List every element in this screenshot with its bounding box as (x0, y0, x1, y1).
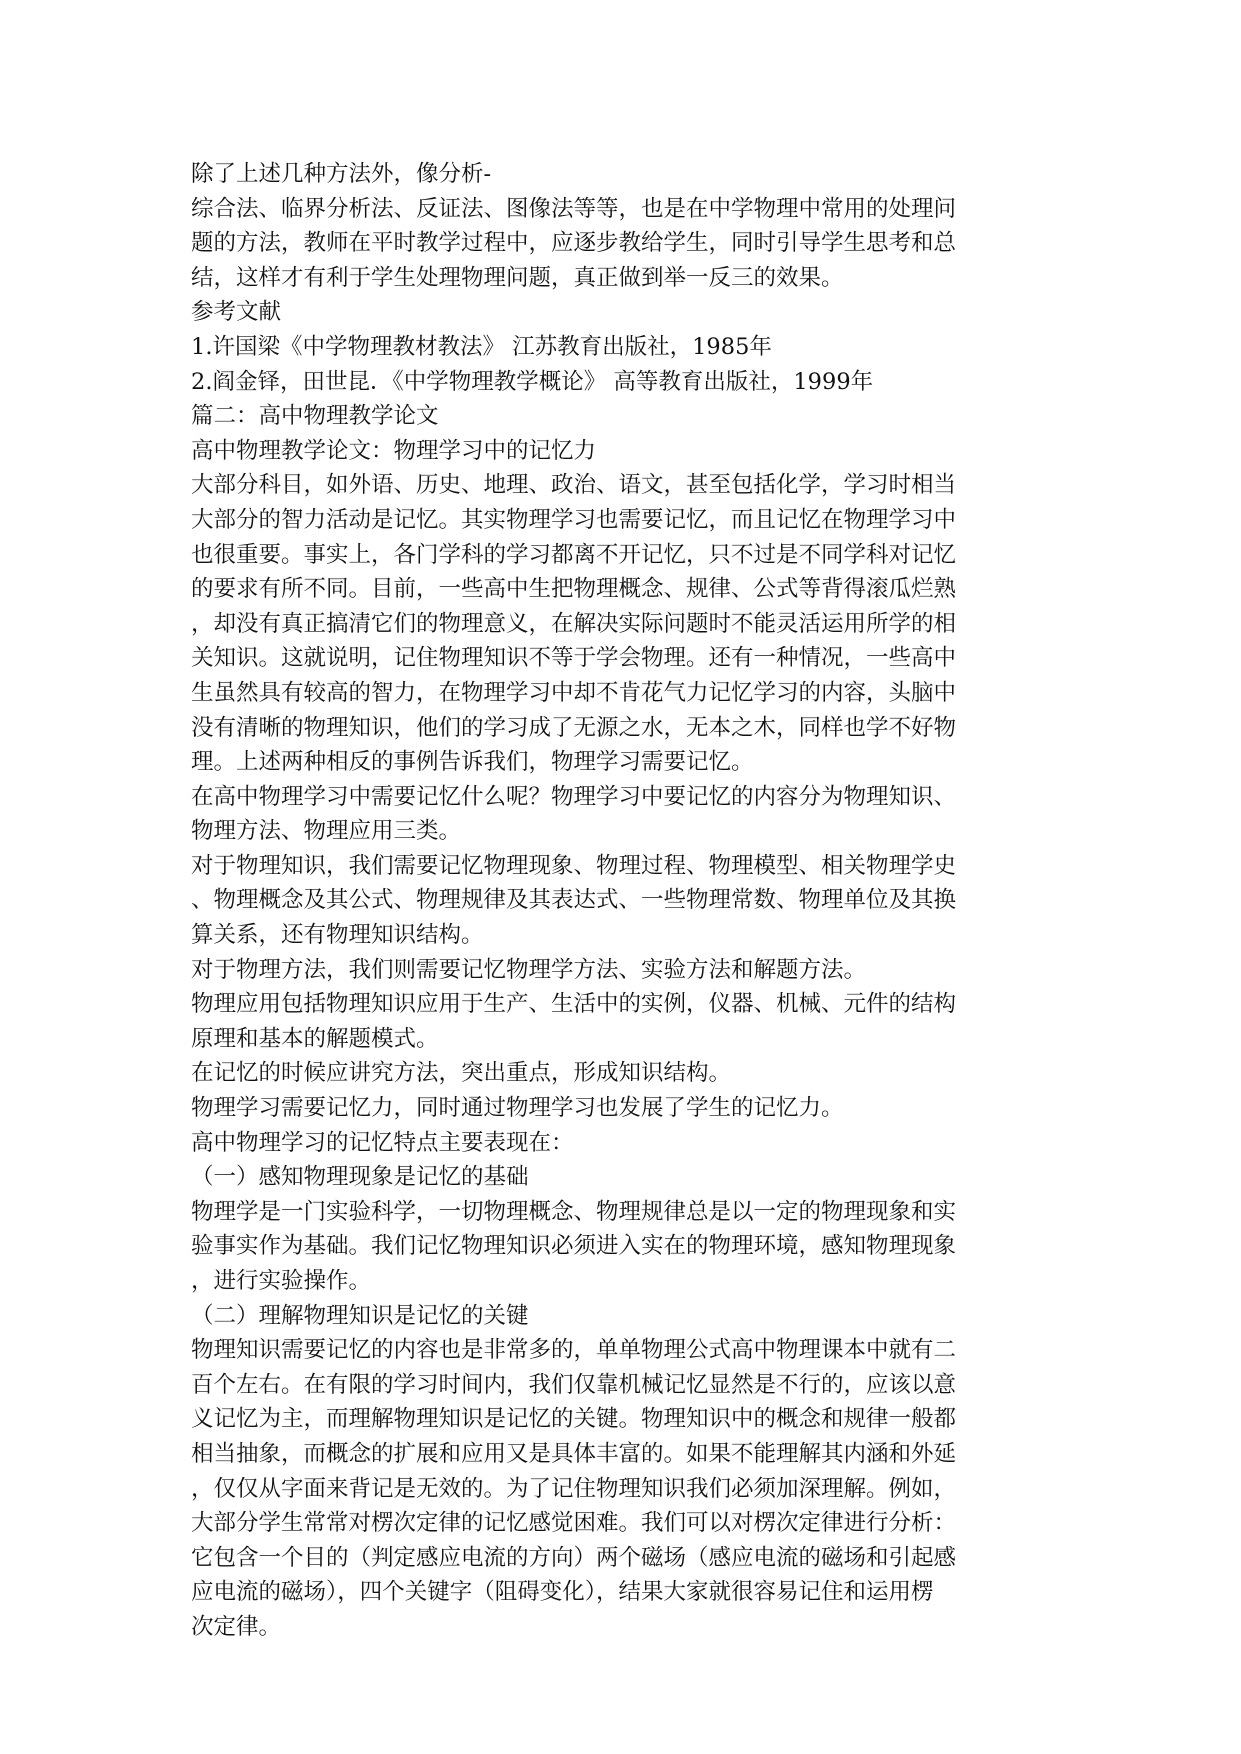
article-title: 高中物理教学论文：物理学习中的记忆力 (191, 437, 597, 464)
text-line: 大部分科目，如外语、历史、地理、政治、语文，甚至包括化学，学习时相当 (191, 472, 957, 499)
section-heading: 篇二：高中物理教学论文 (191, 403, 439, 430)
text-line: 大部分学生常常对楞次定律的记忆感觉困难。我们可以对楞次定律进行分析： (191, 1510, 957, 1537)
reference-item: 2.阎金铎，田世昆．《中学物理教学概论》 高等教育出版社，1999年 (191, 368, 874, 395)
subsection-heading: （一）感知物理现象是记忆的基础 (191, 1164, 529, 1191)
text-line: ，却没有真正搞清它们的物理意义，在解决实际问题时不能灵活运用所学的相 (191, 610, 957, 637)
text-line: 对于物理方法，我们则需要记忆物理学方法、实验方法和解题方法。 (191, 956, 867, 983)
text-line: 除了上述几种方法外，像分析- (191, 161, 492, 187)
text-line: 结，这样才有利于学生处理物理问题，真正做到举一反三的效果。 (191, 264, 844, 291)
subsection-heading: （二）理解物理知识是记忆的关键 (191, 1302, 529, 1329)
text-line: 百个左右。在有限的学习时间内，我们仅靠机械记忆显然是不行的，应该以意 (191, 1371, 957, 1398)
text-line: 理。上述两种相反的事例告诉我们，物理学习需要记忆。 (191, 749, 754, 776)
text-line: 相当抽象，而概念的扩展和应用又是具体丰富的。如果不能理解其内涵和外延 (191, 1440, 957, 1467)
text-line: 算关系，还有物理知识结构。 (191, 922, 484, 949)
text-line: 的要求有所不同。目前，一些高中生把物理概念、规律、公式等背得滚瓜烂熟 (191, 576, 957, 603)
text-line: 生虽然具有较高的智力，在物理学习中却不肯花气力记忆学习的内容，头脑中 (191, 679, 957, 706)
text-line: 次定律。 (191, 1613, 282, 1640)
text-line: 、物理概念及其公式、物理规律及其表达式、一些物理常数、物理单位及其换 (191, 887, 957, 914)
text-line: ，进行实验操作。 (191, 1268, 372, 1294)
text-line: 物理学习需要记忆力，同时通过物理学习也发展了学生的记忆力。 (191, 1095, 844, 1122)
text-line: 高中物理学习的记忆特点主要表现在： (191, 1129, 574, 1156)
text-line: 物理学是一门实验科学，一切物理概念、物理规律总是以一定的物理现象和实 (191, 1198, 957, 1225)
text-line: 在高中物理学习中需要记忆什么呢？物理学习中要记忆的内容分为物理知识、 (191, 783, 957, 810)
text-line: 题的方法，教师在平时教学过程中，应逐步教给学生，同时引导学生思考和总 (191, 230, 957, 257)
text-line: 关知识。这就说明，记住物理知识不等于学会物理。还有一种情况，一些高中 (191, 645, 957, 672)
reference-item: 1.许国梁《中学物理教材教法》 江苏教育出版社，1985年 (191, 333, 772, 360)
text-line: 对于物理知识，我们需要记忆物理现象、物理过程、物理模型、相关物理学史 (191, 852, 957, 879)
text-line: ，仅仅从字面来背记是无效的。为了记住物理知识我们必须加深理解。例如， (191, 1475, 957, 1502)
text-line: 义记忆为主，而理解物理知识是记忆的关键。物理知识中的概念和规律一般都 (191, 1406, 957, 1433)
text-line: 没有清晰的物理知识，他们的学习成了无源之水，无本之木，同样也学不好物 (191, 714, 957, 741)
text-line: 物理方法、物理应用三类。 (191, 818, 462, 845)
text-line: 物理知识需要记忆的内容也是非常多的，单单物理公式高中物理课本中就有二 (191, 1337, 957, 1364)
document-body (191, 157, 1061, 1645)
text-line: 原理和基本的解题模式。 (191, 1025, 439, 1052)
text-line: 它包含一个目的（判定感应电流的方向）两个磁场（感应电流的磁场和引起感 (191, 1544, 957, 1571)
text-line: 综合法、临界分析法、反证法、图像法等等，也是在中学物理中常用的处理问 (191, 195, 957, 222)
text-line: 也很重要。事实上，各门学科的学习都离不开记忆，只不过是不同学科对记忆 (191, 541, 957, 568)
references-heading: 参考文献 (191, 299, 282, 326)
text-line: 验事实作为基础。我们记忆物理知识必须进入实在的物理环境，感知物理现象 (191, 1233, 957, 1260)
text-line: 在记忆的时候应讲究方法，突出重点，形成知识结构。 (191, 1060, 732, 1087)
text-line: 物理应用包括物理知识应用于生产、生活中的实例，仪器、机械、元件的结构 (191, 991, 957, 1018)
text-line: 大部分的智力活动是记忆。其实物理学习也需要记忆，而且记忆在物理学习中 (191, 506, 957, 533)
text-line: 应电流的磁场），四个关键字（阻碍变化），结果大家就很容易记住和运用楞 (191, 1579, 934, 1606)
